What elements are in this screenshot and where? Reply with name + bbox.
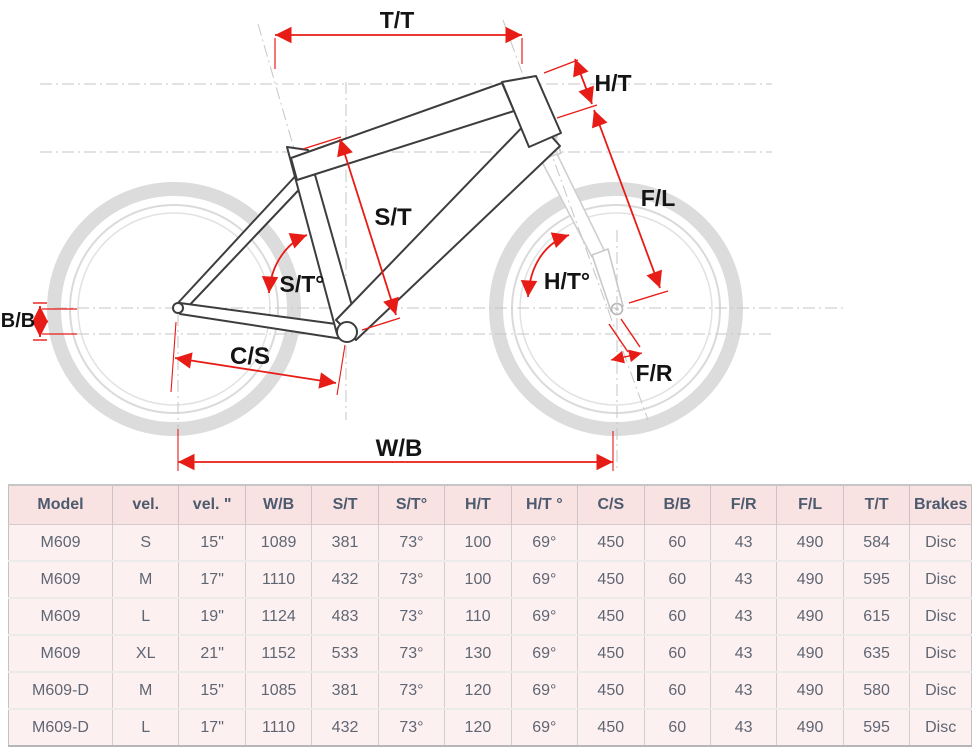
header-cell: F/R [710, 485, 776, 525]
table-header-row [9, 485, 972, 525]
label-fork-rake: F/R [635, 360, 673, 386]
table-cell: 490 [777, 635, 843, 672]
table-body [9, 525, 972, 747]
table-cell: 490 [777, 598, 843, 635]
table-row [9, 635, 972, 672]
table-cell: 1124 [245, 598, 311, 635]
table-cell: 43 [710, 635, 776, 672]
label-bb-drop: B/B [0, 310, 36, 332]
table-cell: M609 [9, 635, 113, 672]
header-cell: vel. " [179, 485, 245, 525]
table-row [9, 525, 972, 562]
table-cell: 490 [777, 672, 843, 709]
table-cell: 73° [378, 709, 444, 746]
table-cell: 100 [445, 561, 511, 598]
table-cell: 615 [843, 598, 910, 635]
table-cell: 432 [312, 709, 378, 746]
table-cell: 490 [777, 561, 843, 598]
table-cell: 120 [445, 709, 511, 746]
table-cell: M609-D [9, 672, 113, 709]
header-cell: W/B [245, 485, 311, 525]
table-cell: 19" [179, 598, 245, 635]
label-head-angle: H/T° [543, 268, 591, 294]
table-cell: 381 [312, 672, 378, 709]
table-cell: 1110 [245, 561, 311, 598]
table-cell: 595 [843, 561, 910, 598]
table-cell: 1152 [245, 635, 311, 672]
table-cell: 69° [511, 561, 577, 598]
table-cell: 60 [644, 635, 710, 672]
bottom-bracket [337, 322, 357, 342]
table-cell: 450 [578, 709, 644, 746]
table-cell: 69° [511, 672, 577, 709]
table-cell: Disc [910, 598, 972, 635]
table-cell: 490 [777, 525, 843, 562]
table-cell: M609 [9, 598, 113, 635]
table-cell: Disc [910, 635, 972, 672]
table-cell: S [113, 525, 179, 562]
table-cell: 450 [578, 561, 644, 598]
table-cell: 450 [578, 525, 644, 562]
label-seat-angle: S/T° [279, 271, 325, 297]
table-cell: 73° [378, 598, 444, 635]
table-cell: XL [113, 635, 179, 672]
header-cell: Brakes [910, 485, 972, 525]
rear-dropout [173, 303, 183, 313]
table-cell: Disc [910, 525, 972, 562]
table-cell: 533 [312, 635, 378, 672]
table-cell: 73° [378, 635, 444, 672]
table-cell: L [113, 709, 179, 746]
label-fork-length: F/L [640, 185, 676, 211]
table-cell: 73° [378, 561, 444, 598]
header-cell: T/T [843, 485, 910, 525]
header-cell: vel. [113, 485, 179, 525]
table-cell: 100 [445, 525, 511, 562]
table-cell: M [113, 672, 179, 709]
table-cell: 43 [710, 598, 776, 635]
table-cell: 450 [578, 672, 644, 709]
label-head-tube: H/T [594, 70, 632, 96]
table-cell: M609-D [9, 709, 113, 746]
header-cell: H/T [445, 485, 511, 525]
table-cell: 69° [511, 709, 577, 746]
table-cell: 584 [843, 525, 910, 562]
table-cell: 490 [777, 709, 843, 746]
table-row [9, 709, 972, 746]
table-cell: 60 [644, 598, 710, 635]
table-row [9, 598, 972, 635]
table-cell: 450 [578, 635, 644, 672]
table-cell: 595 [843, 709, 910, 746]
table-cell: M609 [9, 561, 113, 598]
table-cell: 43 [710, 525, 776, 562]
table-cell: Disc [910, 561, 972, 598]
header-cell: F/L [777, 485, 843, 525]
table-cell: 43 [710, 561, 776, 598]
header-cell: S/T° [378, 485, 444, 525]
table-cell: 21" [179, 635, 245, 672]
table-cell: 17" [179, 709, 245, 746]
table-cell: 60 [644, 525, 710, 562]
table-cell: 60 [644, 709, 710, 746]
header-cell: H/T ° [511, 485, 577, 525]
table-cell: 1110 [245, 709, 311, 746]
header-cell: S/T [312, 485, 378, 525]
dimensions [33, 35, 668, 471]
table-cell: 381 [312, 525, 378, 562]
table-cell: 43 [710, 709, 776, 746]
chain-stay [180, 303, 351, 340]
header-cell: Model [9, 485, 113, 525]
table-cell: 15" [179, 525, 245, 562]
label-wheel-base: W/B [375, 435, 423, 462]
table-cell: 1089 [245, 525, 311, 562]
label-seat-tube: S/T [374, 204, 412, 231]
table-row [9, 561, 972, 598]
top-tube [291, 83, 514, 180]
table-cell: M [113, 561, 179, 598]
geometry-table-section [0, 484, 980, 747]
table-cell: 450 [578, 598, 644, 635]
table-cell: 17" [179, 561, 245, 598]
table-cell: 110 [445, 598, 511, 635]
table-cell: 130 [445, 635, 511, 672]
header-cell: C/S [578, 485, 644, 525]
table-cell: 73° [378, 672, 444, 709]
table-cell: 1085 [245, 672, 311, 709]
table-cell: 73° [378, 525, 444, 562]
table-cell: Disc [910, 709, 972, 746]
table-cell: 60 [644, 561, 710, 598]
geometry-table [8, 484, 972, 747]
table-cell: 69° [511, 525, 577, 562]
table-cell: 580 [843, 672, 910, 709]
table-cell: L [113, 598, 179, 635]
table-cell: M609 [9, 525, 113, 562]
table-cell: 69° [511, 635, 577, 672]
table-cell: 43 [710, 672, 776, 709]
table-cell: Disc [910, 672, 972, 709]
table-cell: 635 [843, 635, 910, 672]
table-cell: 120 [445, 672, 511, 709]
header-cell: B/B [644, 485, 710, 525]
table-cell: 60 [644, 672, 710, 709]
table-cell: 69° [511, 598, 577, 635]
label-chain-stay: C/S [229, 343, 271, 370]
table-cell: 15" [179, 672, 245, 709]
table-row [9, 672, 972, 709]
table-cell: 432 [312, 561, 378, 598]
label-top-tube: T/T [379, 7, 415, 33]
table-cell: 483 [312, 598, 378, 635]
